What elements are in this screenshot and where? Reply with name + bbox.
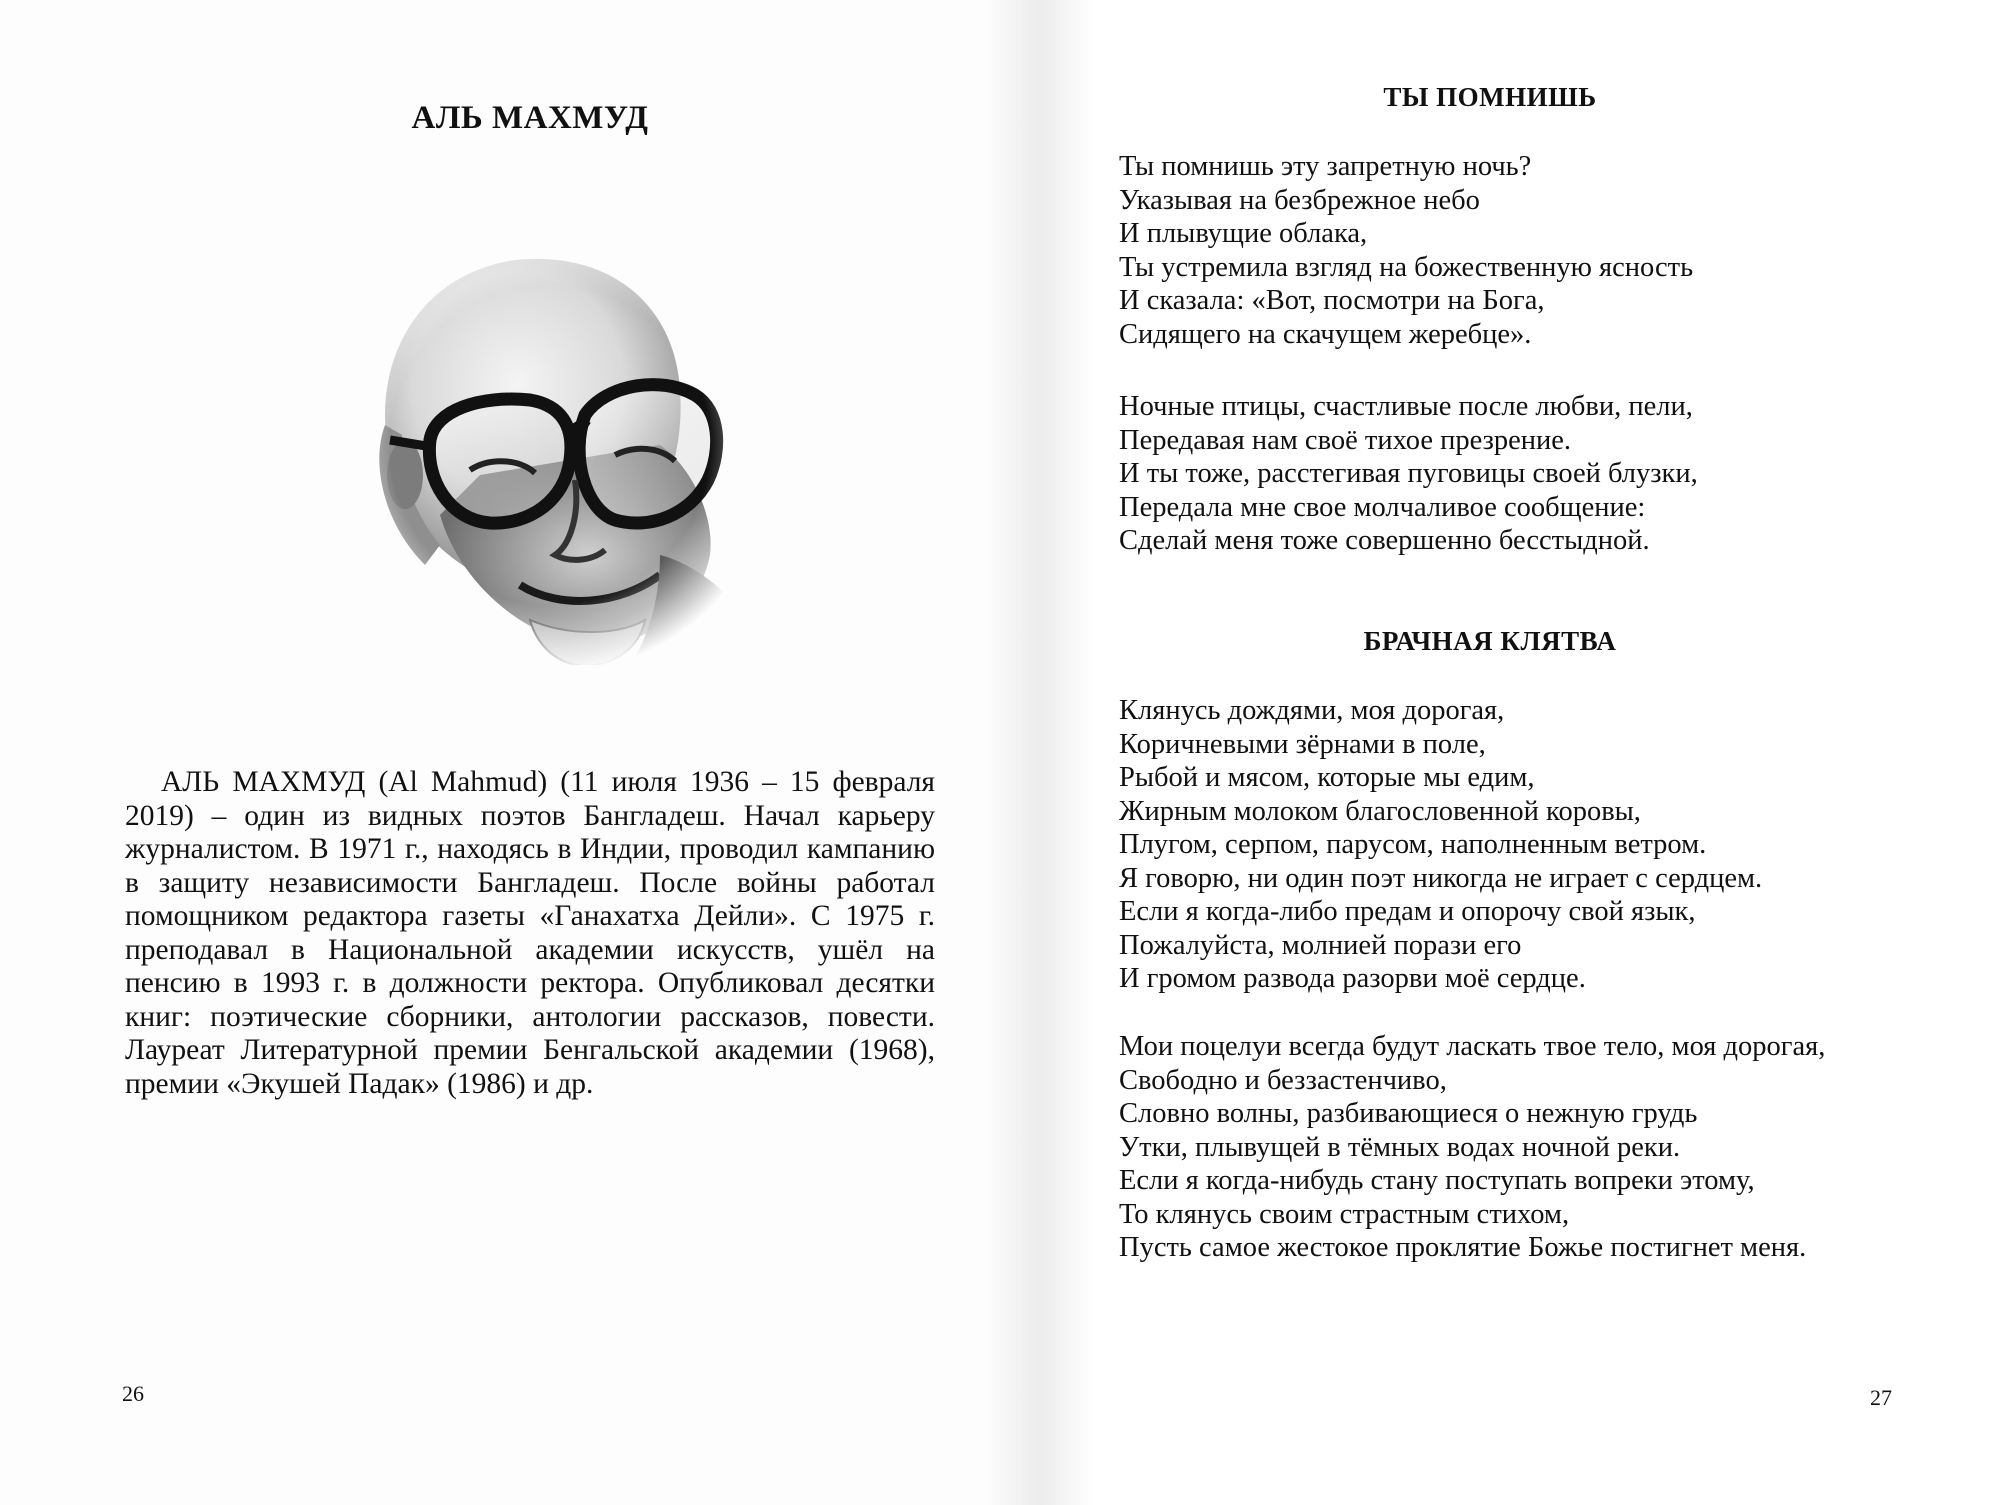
poem-line: И сказала: «Вот, посмотри на Бога, <box>1119 285 1545 316</box>
book-gutter <box>985 0 1095 1505</box>
page-number-right: 27 <box>1870 1385 1892 1410</box>
poem-line: Словно волны, разбивающиеся о нежную грудь <box>1119 1098 1698 1129</box>
poem-line: Передала мне свое молчаливое сообщение: <box>1119 491 1646 523</box>
poem-line: Рыбой и мясом, которые мы едим, <box>1119 762 1535 793</box>
poem-line: Плугом, серпом, парусом, наполненным ветром. <box>1119 829 1707 860</box>
author-portrait <box>330 225 770 665</box>
poem-line: Сделай меня тоже совершенно бесстыдной. <box>1119 525 1650 556</box>
author-title: АЛЬ МАХМУД <box>411 100 649 136</box>
poem-line: Клянусь дождями, моя дорогая, <box>1119 695 1505 726</box>
poem-line: Передавая нам своё тихое презрение. <box>1119 424 1572 456</box>
poem-line: Пусть самое жестокое проклятие Божье постигнет меня. <box>1119 1232 1807 1263</box>
poem-line: И плывущие облака, <box>1119 218 1368 249</box>
poem-line: Если я когда-либо предам и опорочу свой язык, <box>1119 896 1696 927</box>
poem-line: Я говорю, ни один поэт никогда не играет с сердцем. <box>1119 862 1763 894</box>
author-bio: АЛЬ МАХМУД (Al Mahmud) (11 июля 1936 – 15 февраля 2019) – один из видных поэтов Бангладеш. Начал карьеру журналистом. В 1971 г., находясь в Индии, проводил кампанию в защиту независимости Бангладеш. После войны работал помощником редактора газеты «Ганахатха Дейли». С 1975 г. преподавал в Национальной академии искусств, ушёл на пенсию в 1993 г. в должности ректора. Опубликовал десятки книг: поэтические сборники, антологии рассказов, повести. Лауреат Литературной премии Бенгальской академии (1968), премии «Экушей Падак» (1986) и др. <box>125 766 935 1100</box>
poem-2-stanza-1 <box>1119 694 1762 996</box>
poem-line: Если я когда-нибудь стану поступать вопреки этому, <box>1119 1165 1755 1196</box>
poem-1-stanza-1 <box>1119 150 1693 351</box>
poem-line: Ты помнишь эту запретную ночь? <box>1119 151 1532 182</box>
poem-line: И громом развода разорви моё сердце. <box>1119 963 1586 994</box>
poem-line: Ты устремила взгляд на божественную ясность <box>1119 251 1694 283</box>
poem-line: Жирным молоком благословенной коровы, <box>1119 795 1641 827</box>
poem-line: Указывая на безбрежное небо <box>1119 184 1480 216</box>
poem-line: Пожалуйста, молнией порази его <box>1119 929 1522 961</box>
poem-line: И ты тоже, расстегивая пуговицы своей блузки, <box>1119 458 1698 489</box>
poem-line: Ночные птицы, счастливые после любви, пели, <box>1119 391 1693 422</box>
poem-line: Мои поцелуи всегда будут ласкать твое тело, моя дорогая, <box>1119 1031 1826 1062</box>
poem-line: Коричневыми зёрнами в поле, <box>1119 728 1486 760</box>
poem-title-ty-pomnish: ТЫ ПОМНИШЬ <box>1383 82 1597 112</box>
poem-line: Сидящего на скачущем жеребце». <box>1119 318 1532 350</box>
poem-title-brachnaya-klyatva: БРАЧНАЯ КЛЯТВА <box>1363 626 1617 656</box>
poem-1-stanza-2 <box>1119 390 1698 558</box>
poem-line: Утки, плывущей в тёмных водах ночной реки. <box>1119 1131 1681 1163</box>
poem-line: Свободно и беззастенчиво, <box>1119 1064 1447 1096</box>
page-number-left: 26 <box>122 1381 144 1406</box>
poem-line: То клянусь своим страстным стихом, <box>1119 1198 1570 1230</box>
poem-2-stanza-2 <box>1119 1030 1825 1265</box>
